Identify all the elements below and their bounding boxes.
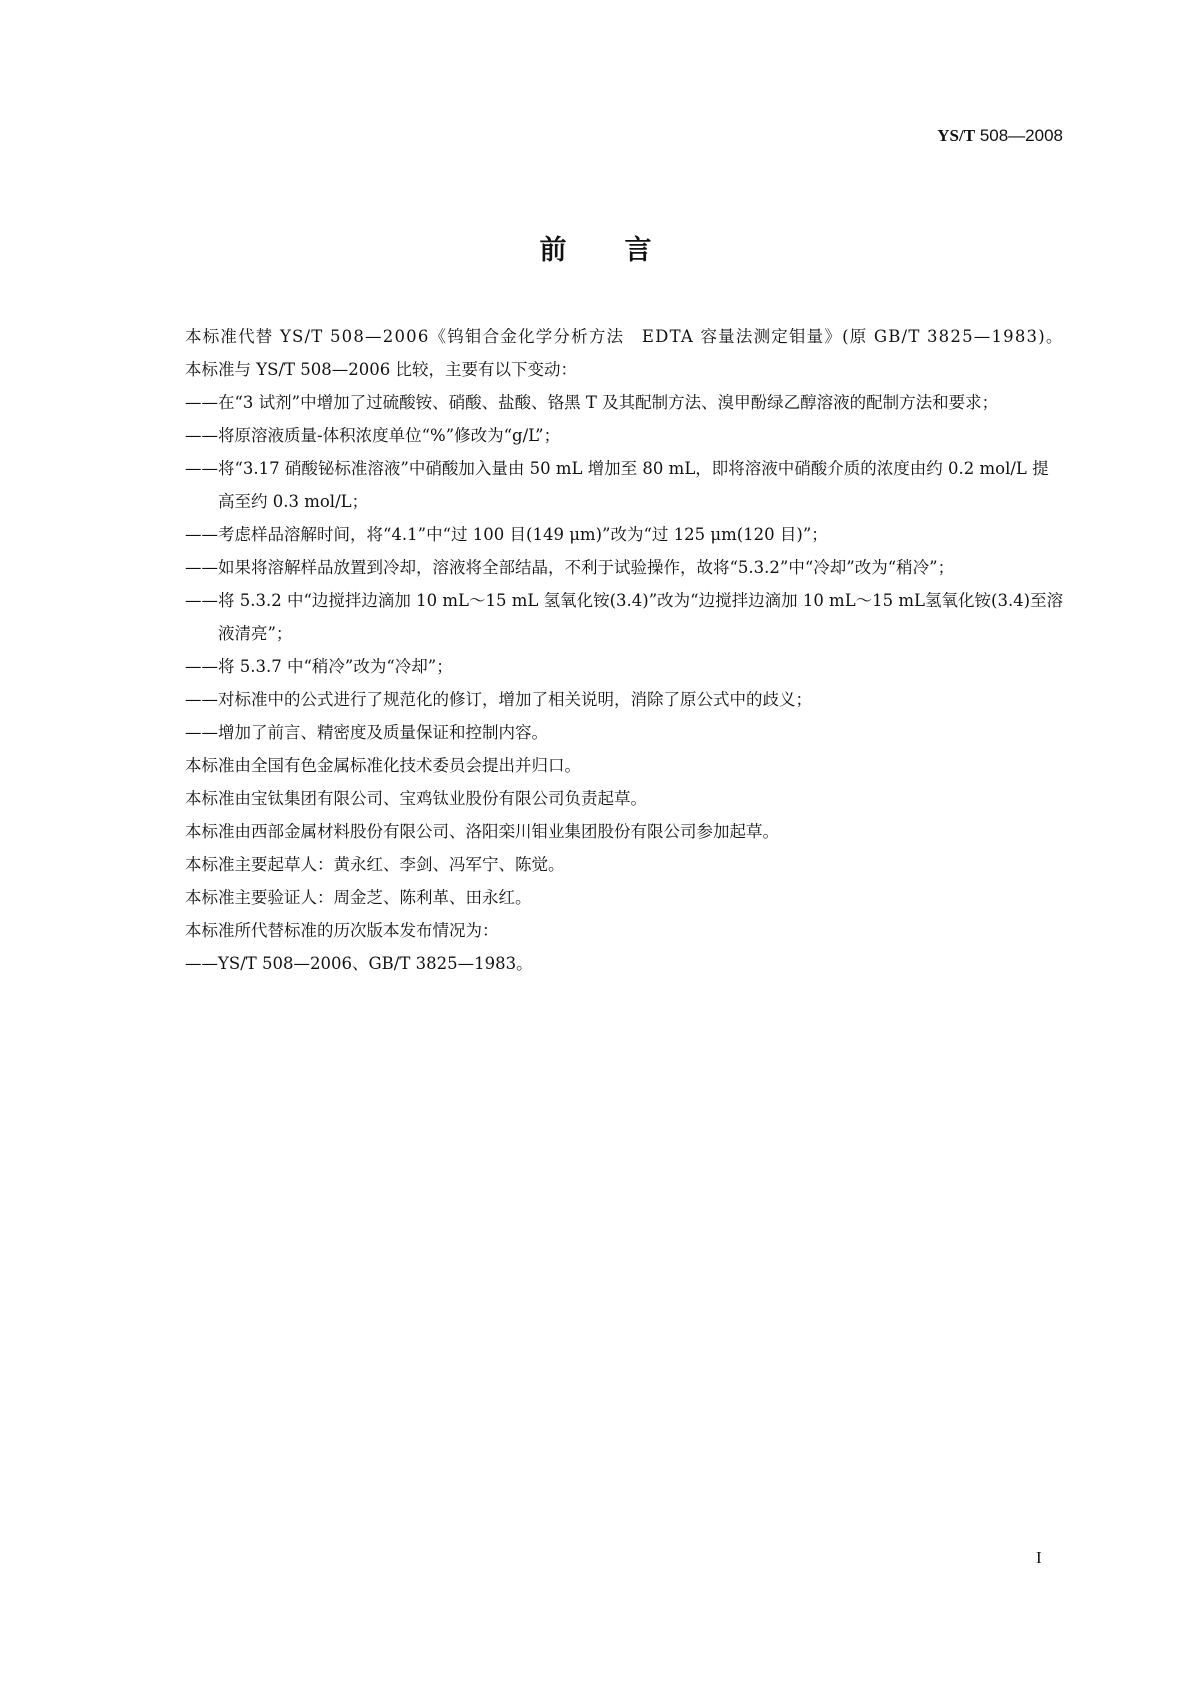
- statement-history-lead: 本标准所代替标准的历次版本发布情况为：: [185, 921, 499, 940]
- history-item: ——YS/T 508—2006、GB/T 3825—1983。: [185, 954, 533, 973]
- comparison-lead: 本标准与 YS/T 508—2006 比较，主要有以下变动：: [185, 360, 577, 379]
- standard-prefix: YS/T: [937, 126, 976, 145]
- changes-list: [152, 386, 1064, 749]
- statement-drafter-lead: 本标准由宝钛集团有限公司、宝鸡钛业股份有限公司负责起草。: [185, 789, 647, 808]
- document-body: [152, 320, 1064, 980]
- intro-paragraph: 本标准代替 YS/T 508—2006《钨钼合金化学分析方法 EDTA 容量法测定钼量》(原 GB/T 3825—1983)。: [185, 327, 1064, 346]
- statement-proposer: 本标准由全国有色金属标准化技术委员会提出并归口。: [185, 756, 581, 775]
- standard-code-header: [937, 126, 1063, 146]
- change-item: ——如果将溶解样品放置到冷却，溶液将全部结晶，不利于试验操作，故将“5.3.2”中“冷却”改为“稍冷”；: [185, 558, 955, 577]
- change-item: ——将 5.3.2 中“边搅拌边滴加 10 mL～15 mL 氢氧化铵(3.4)”改为“边搅拌边滴加 10 mL～15 mL氢氧化铵(3.4)至溶液清亮”；: [185, 591, 1064, 643]
- statement-drafter-participants: 本标准由西部金属材料股份有限公司、洛阳栾川钼业集团股份有限公司参加起草。: [185, 822, 779, 841]
- standard-number: 508—2008: [979, 126, 1063, 145]
- change-item: ——对标准中的公式进行了规范化的修订，增加了相关说明，消除了原公式中的歧义；: [185, 690, 812, 709]
- change-item: ——将“3.17 硝酸铋标准溶液”中硝酸加入量由 50 mL 增加至 80 mL，即将溶液中硝酸介质的浓度由约 0.2 mol/L 提高至约 0.3 mol/L；: [185, 459, 1049, 511]
- statement-verifiers: 本标准主要验证人：周金芝、陈利革、田永红。: [185, 888, 532, 907]
- change-item: ——将 5.3.7 中“稍冷”改为“冷却”；: [185, 657, 453, 676]
- statement-main-drafters: 本标准主要起草人：黄永红、李剑、冯军宁、陈觉。: [185, 855, 565, 874]
- change-item: ——在“3 试剂”中增加了过硫酸铵、硝酸、盐酸、铬黑 T 及其配制方法、溴甲酚绿乙醇溶液的配制方法和要求；: [185, 393, 999, 412]
- page-title: 前言: [539, 235, 710, 266]
- page-number: I: [1036, 1548, 1042, 1567]
- change-item: ——将原溶液质量-体积浓度单位“%”修改为“g/L”；: [185, 426, 561, 445]
- change-item: ——增加了前言、精密度及质量保证和控制内容。: [185, 723, 548, 742]
- change-item: ——考虑样品溶解时间，将“4.1”中“过 100 目(149 μm)”改为“过 125 μm(120 目)”；: [185, 525, 828, 544]
